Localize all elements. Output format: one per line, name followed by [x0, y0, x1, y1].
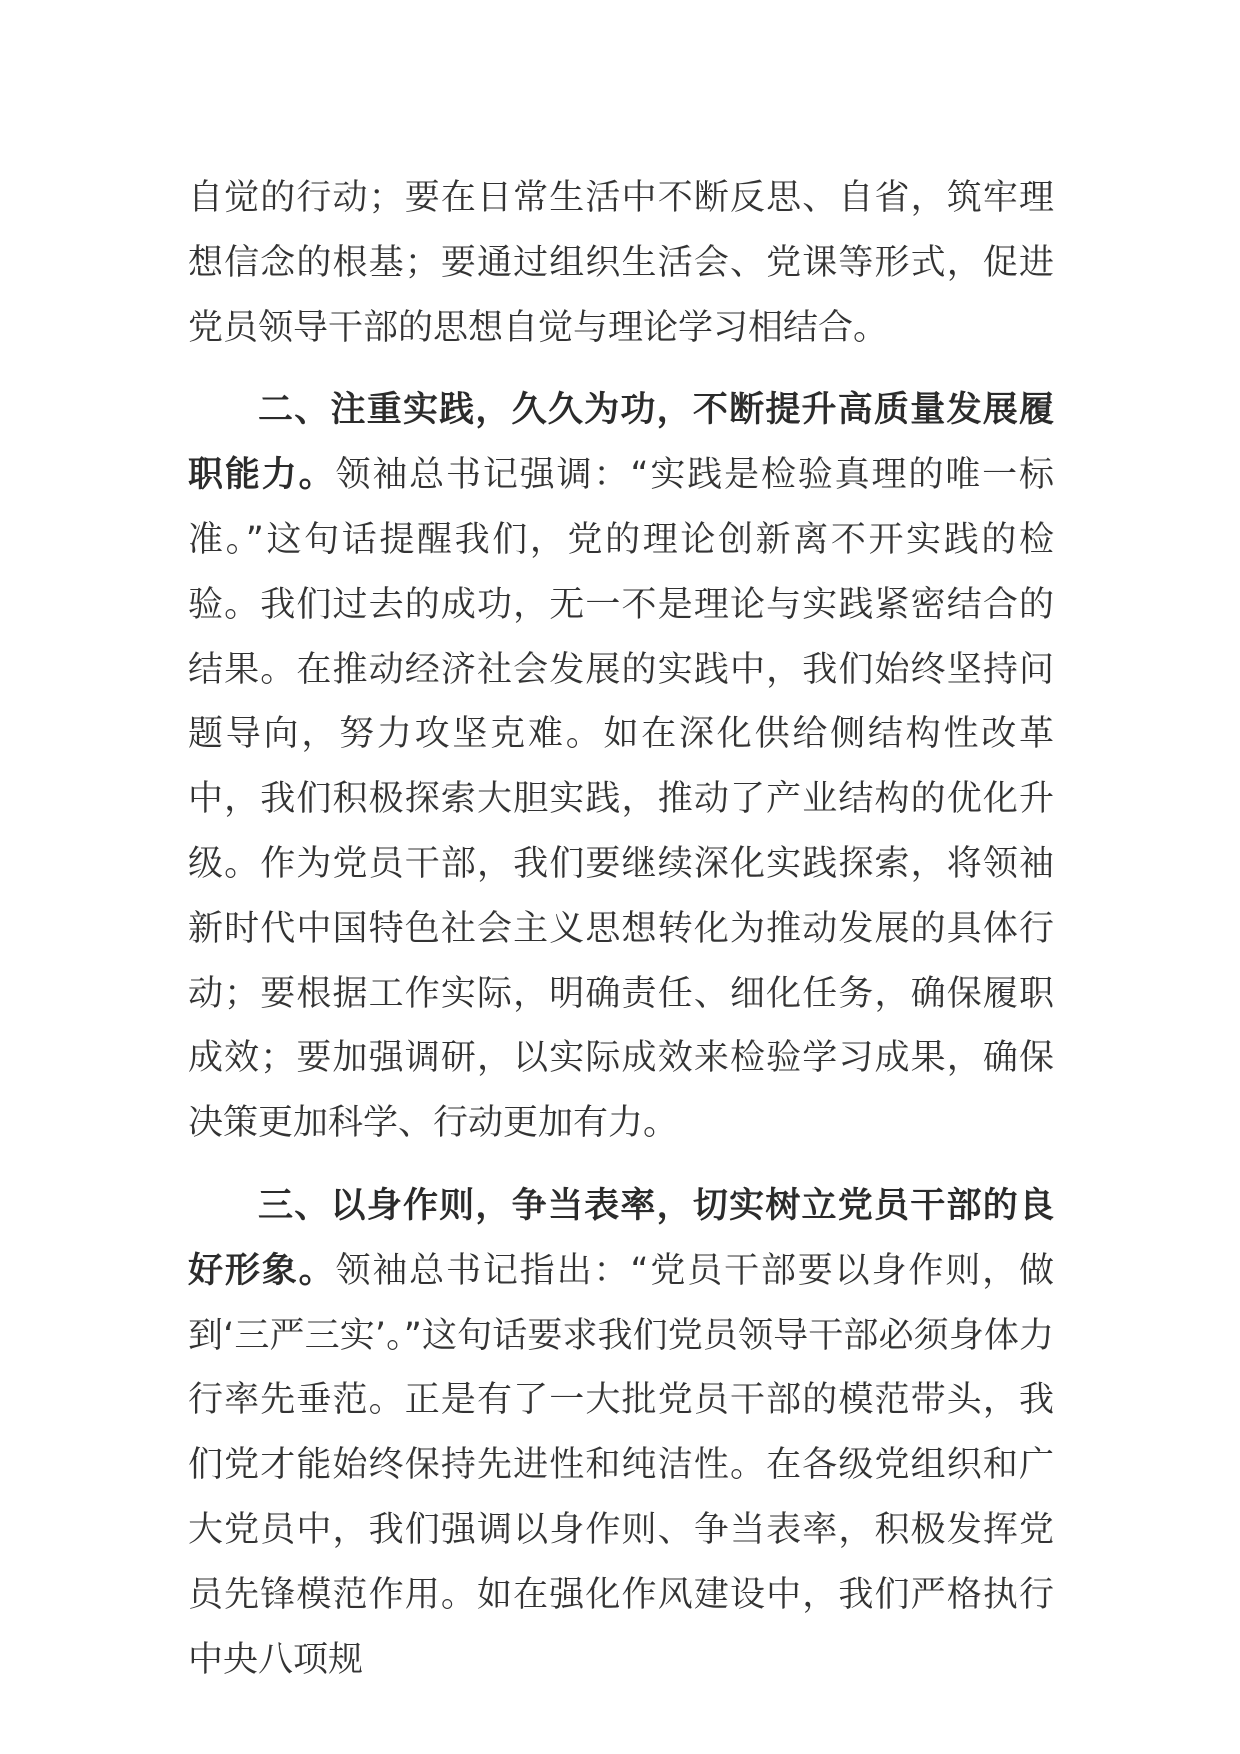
- section-heading-2: 二、注重实践，久久为功，不断提升高质量发展履职能力。: [188, 390, 1054, 496]
- paragraph-3: [188, 1174, 1054, 1692]
- paragraph-3-text: 领袖总书记指出：“党员干部要以身作则，做到‘三严三实’。”这句话要求我们党员领导干部必须身体力行率先垂范。正是有了一大批党员干部的模范带头，我们党才能始终保持先进性和纯洁性。在各级党组织和广大党员中，我们强调以身作则、争当表率，积极发挥党员先锋模范作用。如在强化作风建设中，我们严格执行中央八项规: [188, 1250, 1054, 1680]
- paragraph-2-text: 领袖总书记强调：“实践是检验真理的唯一标准。”这句话提醒我们，党的理论创新离不开实践的检验。我们过去的成功，无一不是理论与实践紧密结合的结果。在推动经济社会发展的实践中，我们始终坚持问题导向，努力攻坚克难。如在深化供给侧结构性改革中，我们积极探索大胆实践，推动了产业结构的优化升级。作为党员干部，我们要继续深化实践探索，将领袖新时代中国特色社会主义思想转化为推动发展的具体行动；要根据工作实际，明确责任、细化任务，确保履职成效；要加强调研，以实际成效来检验学习成果，确保决策更加科学、行动更加有力。: [188, 455, 1054, 1144]
- document-body: [188, 166, 1054, 1692]
- section-heading-3: 三、以身作则，争当表率，切实树立党员干部的良好形象。: [188, 1185, 1054, 1291]
- paragraph-1-text: 自觉的行动；要在日常生活中不断反思、自省，筑牢理想信念的根基；要通过组织生活会、党课等形式，促进党员领导干部的思想自觉与理论学习相结合。: [188, 178, 1054, 348]
- paragraph-2: [188, 378, 1054, 1156]
- paragraph-1: [188, 166, 1054, 360]
